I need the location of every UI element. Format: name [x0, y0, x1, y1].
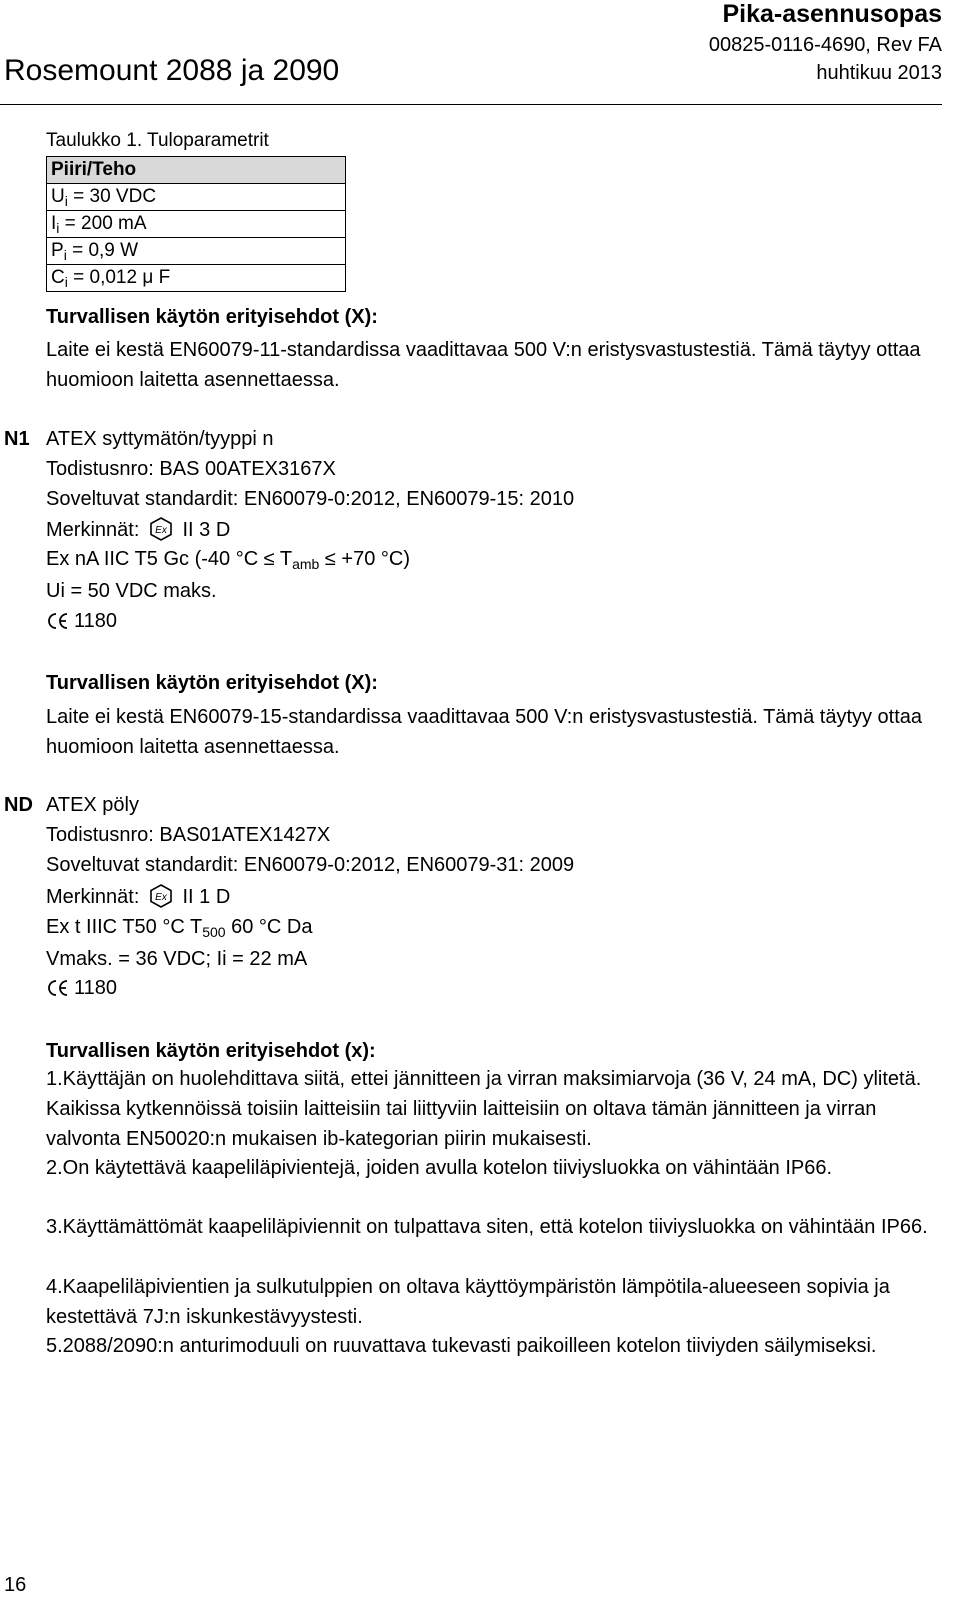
- n1-ex-code: Ex nA IIC T5 Gc (-40 $^\circ C \le T_{amb} \le +70$ °C): [46, 548, 411, 572]
- nd-cert: Todistusnro: BAS01ATEX1427X: [46, 824, 331, 846]
- table-header: Piiri/Teho: [47, 157, 346, 184]
- n1-standards: Soveltuvat standardit: EN60079-0:2012, EN60079-15: 2010: [46, 488, 575, 510]
- ex-hexagon-icon: [149, 884, 173, 908]
- n1-special-heading: Turvallisen käytön erityisehdot (X):: [46, 672, 378, 694]
- nd-title: ATEX pöly: [46, 794, 139, 816]
- n1-ce: 1180: [46, 610, 117, 633]
- table-caption: Taulukko 1. Tuloparametrit: [46, 130, 269, 151]
- header-divider: [0, 104, 942, 105]
- nd-special-heading: Turvallisen käytön erityisehdot (x):: [46, 1040, 376, 1062]
- svg-text:Ex: Ex: [155, 525, 167, 536]
- nd-special-item-5: 5.2088/2090:n anturimoduuli on ruuvattava tukevasti paikoilleen kotelon tiiviyden säilymiseksi.: [46, 1335, 877, 1357]
- n1-special-text: Laite ei kestä EN60079-15-standardissa vaadittavaa 500 V:n eristysvastustestiä. Tämä täytyy ottaa huomioon laitetta asennettaessa.: [46, 706, 923, 758]
- nd-special-item-3: 3.Käyttämättömät kaapeliläpiviennit on tulpattava siten, että kotelon tiiviysluokka on vähintään IP66.: [46, 1216, 928, 1238]
- doc-type: Pika-asennusopas: [722, 0, 942, 28]
- nd-ex-code: Ex t IIIC T50 °C $T_{500}$ 60 °C Da: [46, 916, 313, 940]
- ex-hexagon-icon: [149, 517, 173, 541]
- table-row: $I_i = 200$ mA: [47, 211, 346, 238]
- n1-cert: Todistusnro: BAS 00ATEX3167X: [46, 458, 336, 480]
- ce-mark-icon: [46, 979, 70, 997]
- nd-vmax: Vmaks. = 36 VDC; Ii = 22 mA: [46, 948, 308, 970]
- doc-date: huhtikuu 2013: [816, 62, 942, 84]
- special-conditions-heading: Turvallisen käytön erityisehdot (X):: [46, 306, 378, 328]
- nd-marking: Merkinnät: Ex II 1 D: [46, 886, 231, 908]
- nd-special-item-2: 2.On käytettävä kaapeliläpivientejä, joiden avulla kotelon tiiviysluokka on vähintään IP66.: [46, 1157, 833, 1179]
- nd-special-item-1: 1.Käyttäjän on huolehdittava siitä, ettei jännitteen ja virran maksimiarvoja (36 V, 24 mA, DC) ylitetä. Kaikissa kytkennöissä toisiin laitteisiin tai liittyviin laitteisiin on oltava tämän jännitteen ja virran valvonta EN50020:n mukaisen ib-kategorian piirin mukaisesti.: [46, 1068, 922, 1150]
- svg-text:Ex: Ex: [155, 892, 167, 903]
- n1-title: ATEX syttymätön/tyyppi n: [46, 428, 274, 450]
- nd-standards: Soveltuvat standardit: EN60079-0:2012, EN60079-31: 2009: [46, 854, 575, 876]
- nd-special-item-4: 4.Kaapeliläpivientien ja sulkutulppien on oltava käyttöympäristön lämpötila-alueeseen sopivia ja kestettävä 7J:n iskunkestävyystesti.: [46, 1276, 890, 1328]
- ce-mark-icon: [46, 612, 70, 630]
- nd-ce: 1180: [46, 977, 117, 1000]
- doc-number: 00825-0116-4690, Rev FA: [708, 34, 942, 56]
- n1-code: N1: [4, 428, 30, 450]
- n1-marking: Merkinnät: Ex II 3 D: [46, 519, 231, 541]
- table-row: $P_i = 0,9$ W: [47, 238, 346, 265]
- n1-ui: Ui = 50 VDC maks.: [46, 580, 217, 602]
- input-parameters-table: [46, 156, 346, 292]
- table-row: $C_i = 0,012$ μ F: [47, 265, 346, 292]
- table-row: $U_i = 30$ VDC: [47, 184, 346, 211]
- page-number: 16: [4, 1574, 27, 1596]
- product-title: Rosemount 2088 ja 2090: [4, 54, 340, 87]
- nd-code: ND: [4, 794, 33, 816]
- special-conditions-text: Laite ei kestä EN60079-11-standardissa vaadittavaa 500 V:n eristysvastustestiä. Tämä täytyy ottaa huomioon laitetta asennettaessa.: [46, 339, 921, 391]
